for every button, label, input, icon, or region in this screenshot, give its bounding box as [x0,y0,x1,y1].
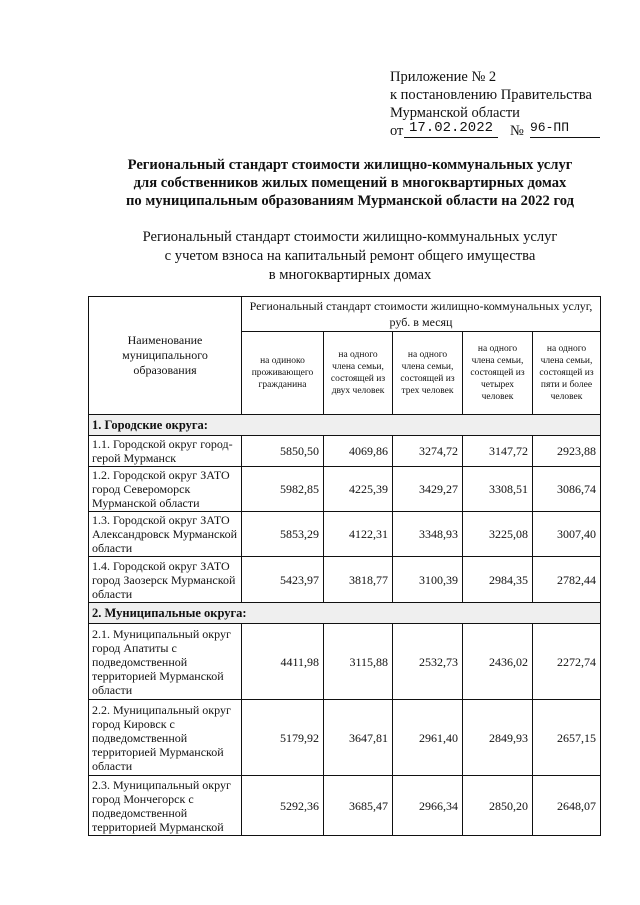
row-value: 5850,50 [242,436,324,467]
table-row [89,467,601,512]
row-name: 1.3. Городской округ ЗАТО Александровск Мурманской области [89,512,242,557]
table-row [89,436,601,467]
title-line-1: Региональный стандарт стоимости жилищно-коммунальных услуг [127,157,573,173]
row-value: 2657,15 [533,700,601,776]
row-value: 2782,44 [533,557,601,603]
header-single-person: на одиноко проживающего гражданина [242,332,324,415]
row-value: 4122,31 [324,512,393,557]
row-value: 2849,93 [463,700,533,776]
table-row [89,700,601,776]
row-value: 4411,98 [242,624,324,700]
header-family-of-four: на одного члена семьи, состоящей из четырех человек [463,332,533,415]
subtitle-line-1: Региональный стандарт стоимости жилищно-коммунальных услуг [142,229,558,245]
row-value: 5423,97 [242,557,324,603]
section-label: 1. Городские округа: [89,415,601,436]
row-value: 2961,40 [393,700,463,776]
row-value: 5853,29 [242,512,324,557]
cost-standard-table [88,296,601,836]
number-prefix: № [510,123,524,139]
header-municipality-name: Наименование муниципального образования [89,297,242,415]
table-row [89,512,601,557]
row-name: 1.1. Городской округ город-герой Мурманск [89,436,242,467]
row-value: 2648,07 [533,776,601,836]
row-name: 2.2. Муниципальный округ город Кировск с подведомственной территорией Мурманской области [89,700,242,776]
row-value: 3274,72 [393,436,463,467]
row-name: 1.4. Городской округ ЗАТО город Заозерск Мурманской области [89,557,242,603]
row-value: 2923,88 [533,436,601,467]
table-header-row [89,297,601,332]
row-value: 3007,40 [533,512,601,557]
row-value: 3308,51 [463,467,533,512]
row-value: 2272,74 [533,624,601,700]
appendix-line-3: Мурманской области [390,105,520,121]
subtitle-line-2: с учетом взноса на капитальный ремонт общего имущества [164,248,536,264]
row-value: 3115,88 [324,624,393,700]
row-value: 2532,73 [393,624,463,700]
document-subtitle [60,228,640,285]
row-name: 2.3. Муниципальный округ город Мончегорск с подведомственной территорией Мурманской [89,776,242,836]
row-value: 3685,47 [324,776,393,836]
date-prefix: от [390,123,404,139]
header-family-of-five-plus: на одного члена семьи, состоящей из пяти и более человек [533,332,601,415]
row-value: 3348,93 [393,512,463,557]
section-row-urban-districts [89,415,601,436]
section-row-municipal-districts [89,603,601,624]
row-value: 3818,77 [324,557,393,603]
subtitle-line-3: в многоквартирных домах [268,267,432,283]
document-title [60,156,640,210]
row-value: 3100,39 [393,557,463,603]
table-row [89,557,601,603]
row-value: 5179,92 [242,700,324,776]
resolution-number: 96-ПП [530,119,600,138]
table-row [89,776,601,836]
section-label: 2. Муниципальные округа: [89,603,601,624]
table-row [89,624,601,700]
row-value: 4069,86 [324,436,393,467]
appendix-date-line [390,122,630,142]
row-value: 2850,20 [463,776,533,836]
header-family-of-three: на одного члена семьи, состоящей из трех человек [393,332,463,415]
row-name: 2.1. Муниципальный округ город Апатиты с подведомственной территорией Мурманской области [89,624,242,700]
row-value: 4225,39 [324,467,393,512]
title-line-2: для собственников жилых помещений в многоквартирных домах [133,175,567,191]
header-family-of-two: на одного члена семьи, состоящей из двух человек [324,332,393,415]
row-value: 5292,36 [242,776,324,836]
row-value: 2984,35 [463,557,533,603]
appendix-block [390,68,630,142]
row-value: 3429,27 [393,467,463,512]
title-line-3: по муниципальным образованиям Мурманской области на 2022 год [125,193,575,209]
row-value: 3086,74 [533,467,601,512]
row-value: 2966,34 [393,776,463,836]
row-value: 3647,81 [324,700,393,776]
appendix-line-2: к постановлению Правительства [390,87,592,103]
row-value: 2436,02 [463,624,533,700]
resolution-date: 17.02.2022 [404,119,498,138]
header-cost-standard: Региональный стандарт стоимости жилищно-коммунальных услуг, руб. в месяц [242,297,601,332]
row-name: 1.2. Городской округ ЗАТО город Североморск Мурманской области [89,467,242,512]
row-value: 3225,08 [463,512,533,557]
row-value: 5982,85 [242,467,324,512]
appendix-line-1: Приложение № 2 [390,69,497,85]
row-value: 3147,72 [463,436,533,467]
